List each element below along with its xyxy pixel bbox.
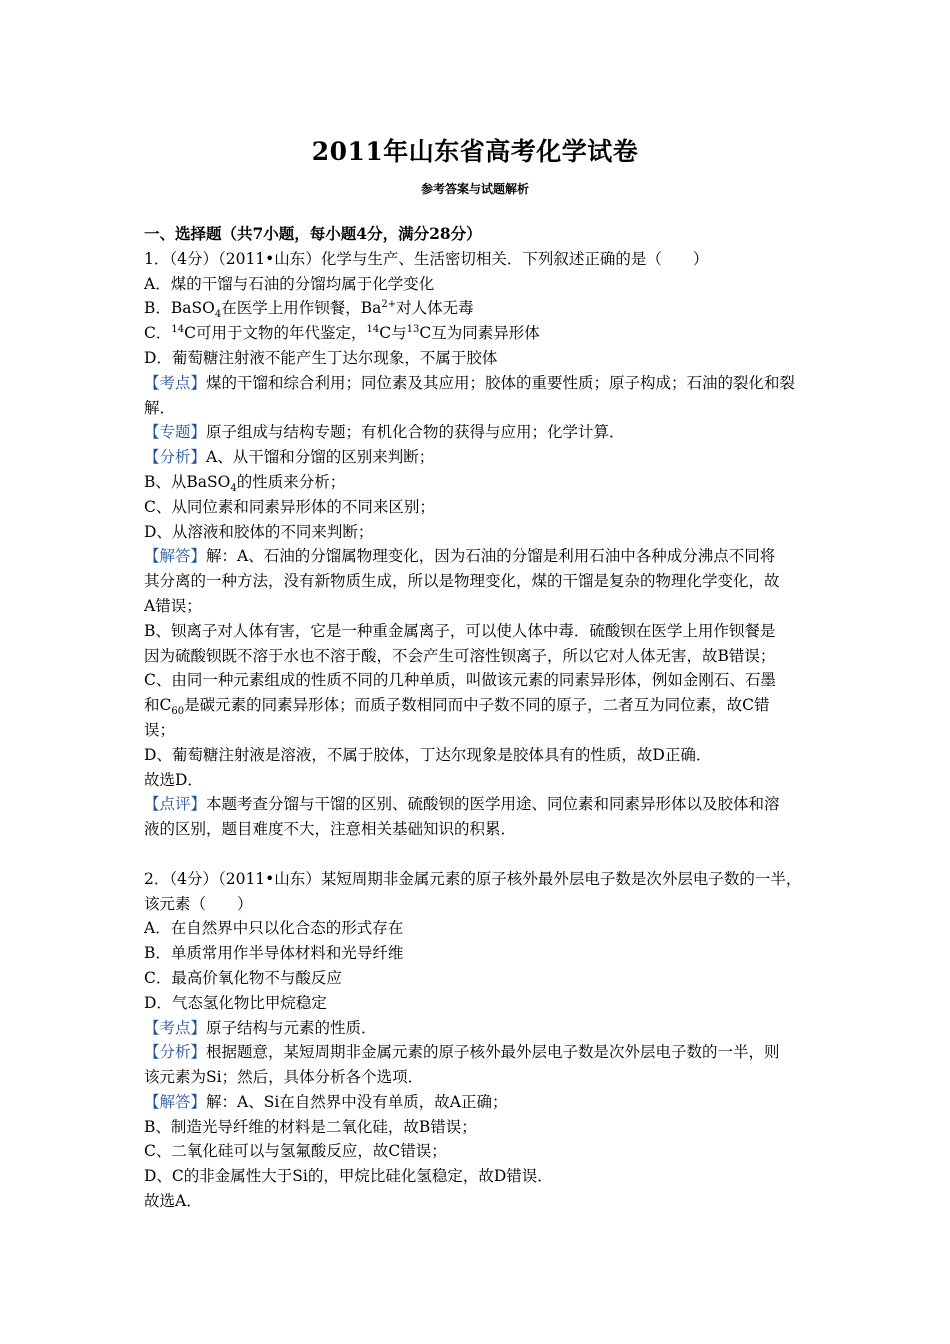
q1-zhuanti: 【专题】原子组成与结构专题；有机化合物的获得与应用；化学计算． xyxy=(144,423,625,442)
q2-option-c: C．最高价氧化物不与酸反应 xyxy=(144,968,342,987)
q1-jieda: 【解答】解：A、石油的分馏属物理变化，因为石油的分馏是利用石油中各种成分沸点不同将 xyxy=(144,547,776,566)
q1-jieda-line: 误； xyxy=(144,720,176,739)
q1-fenxi: 【分析】A、从干馏和分馏的区别来判断； xyxy=(144,448,435,467)
q2-jieda-line: B、制造光导纤维的材料是二氧化硅，故B错误； xyxy=(144,1117,477,1136)
q2-jieda: 【解答】解：A、Si在自然界中没有单质，故A正确； xyxy=(144,1092,508,1111)
q1-option-c: C．$^{14}$C可用于文物的年代鉴定，$^{14}$C与$^{13}$C互为同素异形体 xyxy=(144,324,540,343)
q1-dianping: 【点评】本题考查分馏与干馏的区别、硫酸钡的医学用途、同位素和同素异形体以及胶体和溶 xyxy=(144,795,780,814)
q1-jieda-line: B、钡离子对人体有害，它是一种重金属离子，可以使人体中毒．硫酸钡在医学上用作钡餐是 xyxy=(144,621,776,640)
q1-jieda-line: A错误； xyxy=(144,596,202,615)
q1-fenxi-b: B、从BaSO$_4$的性质来分析； xyxy=(144,472,346,495)
document-body xyxy=(144,222,816,1214)
q1-option-d: D．葡萄糖注射液不能产生丁达尔现象，不属于胶体 xyxy=(144,348,498,367)
dianping-tag: 【点评】 xyxy=(144,795,207,814)
q2-option-d: D．气态氢化物比甲烷稳定 xyxy=(144,993,327,1012)
q2-stem: 2．（4分）（2011•山东）某短周期非金属元素的原子核外最外层电子数是次外层电子数的一半， xyxy=(144,869,802,888)
q2-fenxi: 【分析】根据题意，某短周期非金属元素的原子核外最外层电子数是次外层电子数的一半，则 xyxy=(144,1043,780,1062)
q1-jieda-line: 和$C_{60}$是碳元素的同素异形体；而质子数相同而中子数不同的原子，二者互为同位素，故C错 xyxy=(144,696,770,718)
q1-jieda-line: D、葡萄糖注射液是溶液，不属于胶体，丁达尔现象是胶体具有的性质，故D正确． xyxy=(144,745,712,764)
fenxi-tag: 【分析】 xyxy=(144,448,207,467)
q1-kaodian-cont: 解． xyxy=(144,398,176,417)
q1-option-b: B．BaSO$_4$在医学上用作钡餐，$Ba^{2+}$对人体无毒 xyxy=(144,299,474,321)
q1-option-a: A．煤的干馏与石油的分馏均属于化学变化 xyxy=(144,274,435,293)
kaodian-tag: 【考点】 xyxy=(144,373,207,392)
q2-option-a: A．在自然界中只以化合态的形式存在 xyxy=(144,919,404,938)
q2-stem-cont: 该元素（ ） xyxy=(144,894,253,913)
q1-fenxi-c: C、从同位素和同素异形体的不同来区别； xyxy=(144,497,435,516)
q1-kaodian: 【考点】煤的干馏和综合利用；同位素及其应用；胶体的重要性质；原子构成；石油的裂化和裂 xyxy=(144,373,796,392)
q2-answer: 故选A． xyxy=(144,1192,202,1211)
q1-stem: 1．（4分）（2011•山东）化学与生产、生活密切相关．下列叙述正确的是（ ） xyxy=(144,249,709,268)
q2-option-b: B．单质常用作半导体材料和光导纤维 xyxy=(144,944,404,963)
document-title: 2011年山东省高考化学试卷 xyxy=(311,137,639,166)
fenxi-tag: 【分析】 xyxy=(144,1043,207,1062)
q2-fenxi-cont: 该元素为Si；然后，具体分析各个选项． xyxy=(144,1068,424,1087)
q2-jieda-line: D、C的非金属性大于Si的，甲烷比硅化氢稳定，故D错误． xyxy=(144,1167,553,1186)
jieda-tag: 【解答】 xyxy=(144,547,207,566)
q1-answer: 故选D． xyxy=(144,770,203,789)
document-subtitle: 参考答案与试题解析 xyxy=(420,182,529,196)
q1-jieda-line: C、由同一种元素组成的性质不同的几种单质，叫做该元素的同素异形体，例如金刚石、石墨 xyxy=(144,671,776,690)
q1-jieda-line: 因为硫酸钡既不溶于水也不溶于酸，不会产生可溶性钡离子，所以它对人体无害，故B错误； xyxy=(144,646,776,665)
q2-jieda-line: C、二氧化硅可以与氢氟酸反应，故C错误； xyxy=(144,1142,447,1161)
section-heading: 一、选择题（共7小题，每小题4分，满分28分） xyxy=(144,224,482,243)
jieda-tag: 【解答】 xyxy=(144,1092,207,1111)
question-separator xyxy=(144,842,816,867)
q2-kaodian: 【考点】原子结构与元素的性质． xyxy=(144,1018,377,1037)
q1-dianping-cont: 液的区别，题目难度不大，注意相关基础知识的积累． xyxy=(144,820,517,839)
kaodian-tag: 【考点】 xyxy=(144,1018,207,1037)
q1-jieda-line: 其分离的一种方法，没有新物质生成，所以是物理变化，煤的干馏是复杂的物理化学变化，故 xyxy=(144,572,780,591)
zhuanti-tag: 【专题】 xyxy=(144,423,207,442)
q1-fenxi-d: D、从溶液和胶体的不同来判断； xyxy=(144,522,374,541)
